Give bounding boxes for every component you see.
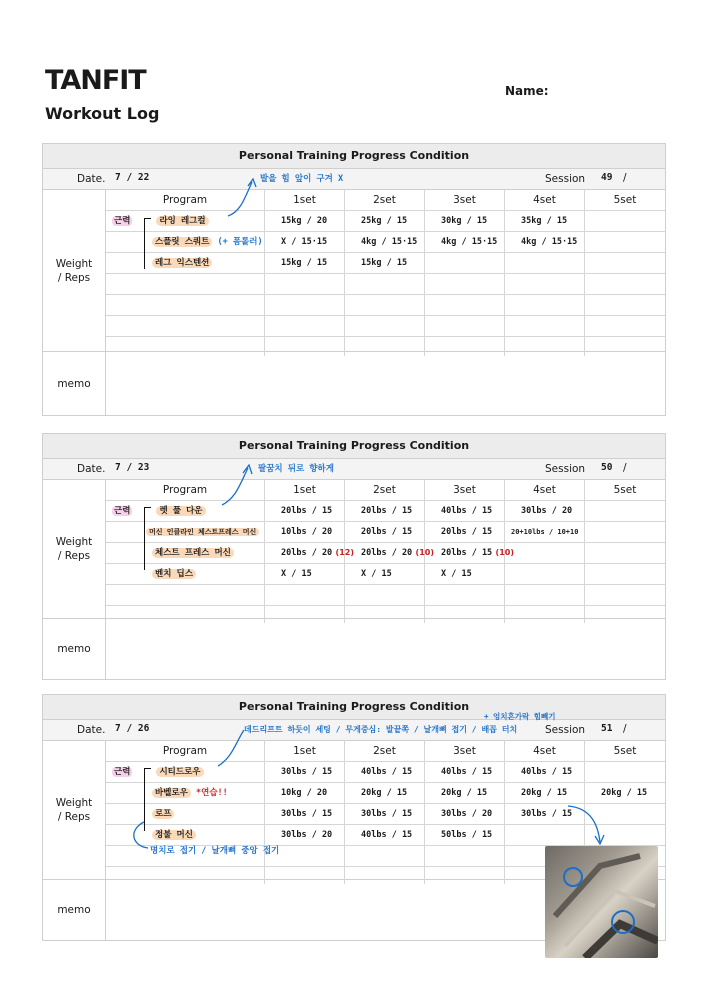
table-row — [106, 564, 665, 585]
rep-mark: (10) — [415, 548, 434, 557]
rep-mark: (12) — [335, 548, 354, 557]
set5-header: 5set — [613, 484, 637, 496]
memo-label: memo — [43, 880, 106, 940]
table-row — [106, 762, 665, 783]
set-value[interactable]: 10kg / 20 — [281, 788, 328, 798]
set-value[interactable]: X / 15 — [361, 569, 392, 579]
date-value[interactable]: 7 / 22 — [115, 172, 150, 183]
page-title: Workout Log — [45, 104, 160, 123]
set-value[interactable]: 30kg / 15 — [441, 216, 488, 226]
set-value[interactable]: X / 15 — [281, 569, 312, 579]
weight-reps-label: Weight / Reps — [43, 741, 106, 879]
set-value[interactable]: 30lbs / 15 — [521, 809, 573, 819]
set-value[interactable]: X / 15 — [441, 569, 472, 579]
set-value[interactable]: 20lbs / 20 — [281, 548, 333, 558]
set-value[interactable]: 10lbs / 20 — [281, 527, 333, 537]
handwritten-note: 데드리프트 하듯이 세팅 / 무게중심: 발끝쪽 / 날개뼈 접기 / 배꼽 터치 — [244, 725, 518, 734]
set-value[interactable]: 20kg / 15 — [521, 788, 568, 798]
program-header: Program — [106, 741, 265, 761]
set-value[interactable]: 30lbs / 20 — [521, 506, 573, 516]
category-label: 근력 — [114, 216, 131, 226]
set3-header: 3set — [425, 190, 505, 210]
rep-mark: (10) — [495, 548, 514, 557]
table-row — [106, 501, 665, 522]
set-value[interactable]: 25kg / 15 — [361, 216, 408, 226]
set-value[interactable]: 40lbs / 15 — [521, 767, 573, 777]
program-bracket — [144, 768, 151, 831]
set4-header: 4set — [505, 741, 585, 761]
set-value[interactable]: 20kg / 15 — [441, 788, 488, 798]
session-slash: / — [623, 462, 627, 474]
set-value[interactable]: 30lbs / 15 — [361, 809, 413, 819]
program-extra: (+ 폼롤러) — [217, 237, 263, 247]
session-value[interactable]: 49 — [601, 172, 613, 183]
set-value[interactable]: 15kg / 15 — [361, 258, 408, 268]
set2-header: 2set — [345, 480, 425, 500]
program-name[interactable]: 벤치 딥스 — [152, 569, 196, 579]
category-label: 근력 — [114, 506, 131, 516]
date-label: Date. — [77, 173, 106, 185]
set4-header: 4set — [505, 480, 585, 500]
session-label: Session — [545, 463, 586, 475]
memo-row — [43, 352, 665, 415]
table-row — [106, 211, 665, 232]
handwritten-note: 발을 힘 앞이 구겨 X — [260, 174, 344, 184]
set-value[interactable]: 50lbs / 15 — [441, 830, 493, 840]
table-row — [106, 232, 665, 253]
set-value[interactable]: 30lbs / 20 — [281, 830, 333, 840]
program-name[interactable]: 렛 풀 다운 — [156, 506, 205, 516]
set-value[interactable]: 4kg / 15·15 — [441, 237, 498, 247]
set2-header: 2set — [345, 190, 425, 210]
memo-label: memo — [43, 352, 106, 415]
program-name[interactable]: 라잉 레그컬 — [156, 216, 208, 226]
set-value[interactable]: 40lbs / 15 — [441, 506, 493, 516]
date-label: Date. — [77, 724, 106, 736]
date-value[interactable]: 7 / 23 — [115, 462, 150, 473]
set-value[interactable]: 20lbs / 15 — [361, 506, 413, 516]
program-name[interactable]: 스플릿 스쿼트 — [152, 237, 212, 247]
program-name[interactable]: 머신 인클라인 체스트프레스 머신 — [146, 528, 259, 536]
set-value[interactable]: 40lbs / 15 — [361, 830, 413, 840]
handwritten-note: 팔꿈치 뒤로 향하게 — [258, 464, 334, 474]
table-row — [106, 783, 665, 804]
set-value[interactable]: 4kg / 15·15 — [521, 237, 578, 247]
weight-reps-label: Weight / Reps — [43, 480, 106, 618]
set-value[interactable]: X / 15·15 — [281, 237, 328, 247]
memo-row — [43, 619, 665, 679]
program-bracket — [144, 218, 151, 269]
set3-header: 3set — [425, 741, 505, 761]
session-value[interactable]: 50 — [601, 462, 613, 473]
set-value[interactable]: 30lbs / 15 — [281, 767, 333, 777]
set-value[interactable]: 20kg / 15 — [361, 788, 408, 798]
set-value[interactable]: 15kg / 20 — [281, 216, 328, 226]
session-slash: / — [623, 172, 627, 184]
set-value[interactable]: 20lbs / 15 — [441, 527, 493, 537]
program-name[interactable]: 체스트 프레스 머신 — [152, 548, 234, 558]
set5-header: 5set — [613, 745, 637, 757]
program-bracket — [144, 507, 151, 570]
program-name[interactable]: 바벨로우 — [152, 788, 191, 798]
set-value[interactable]: 15kg / 15 — [281, 258, 328, 268]
exercise-table — [43, 190, 665, 352]
exercise-table — [43, 480, 665, 619]
table-row — [106, 543, 665, 564]
set-value[interactable]: 30lbs / 20 — [441, 809, 493, 819]
section-title: Personal Training Progress Condition — [43, 434, 665, 459]
program-extra: *연습!! — [195, 788, 228, 798]
table-row — [106, 804, 665, 825]
set2-header: 2set — [345, 741, 425, 761]
set-value[interactable]: 20+10lbs / 10+10 — [511, 528, 579, 536]
set4-header: 4set — [505, 190, 585, 210]
table-row — [106, 253, 665, 274]
section-title: Personal Training Progress Condition — [43, 144, 665, 169]
set-value[interactable]: 20lbs / 15 — [281, 506, 333, 516]
session-label: Session — [545, 173, 586, 185]
set-value[interactable]: 20kg / 15 — [601, 788, 648, 798]
weight-reps-label: Weight / Reps — [43, 190, 106, 351]
set1-header: 1set — [265, 190, 345, 210]
set5-header: 5set — [613, 194, 637, 206]
set-value[interactable]: 20lbs / 15 — [361, 527, 413, 537]
program-name[interactable]: 정불 머신 — [152, 830, 196, 840]
date-row — [43, 169, 665, 190]
brand-logo: TANFIT — [45, 65, 146, 96]
date-label: Date. — [77, 463, 106, 475]
name-label: Name: — [505, 84, 549, 98]
program-name[interactable]: 레그 익스텐션 — [152, 258, 212, 268]
handwritten-note-bottom: 명치로 접기 / 날개뼈 중앙 접기 — [150, 846, 280, 856]
session-label: Session — [545, 724, 586, 736]
section-title: Personal Training Progress Condition — [43, 695, 665, 720]
memo-label: memo — [43, 619, 106, 679]
table-row — [106, 522, 665, 543]
set-value[interactable]: 20lbs / 15 — [441, 548, 493, 558]
table-row — [106, 825, 665, 846]
category-label: 근력 — [114, 767, 131, 777]
program-name[interactable]: 로프 — [152, 809, 174, 819]
date-row — [43, 459, 665, 480]
table-header — [106, 190, 665, 211]
set-value[interactable]: 40lbs / 15 — [361, 767, 413, 777]
set1-header: 1set — [265, 480, 345, 500]
program-header: Program — [106, 190, 265, 210]
set-value[interactable]: 20lbs / 20 — [361, 548, 413, 558]
date-value[interactable]: 7 / 26 — [115, 723, 150, 734]
session-value[interactable]: 51 — [601, 723, 613, 734]
handwritten-note-top: + 엉치흔가락 힘빼기 — [484, 712, 556, 721]
set1-header: 1set — [265, 741, 345, 761]
program-name[interactable]: 시티드로우 — [156, 767, 203, 777]
set-value[interactable]: 30lbs / 15 — [281, 809, 333, 819]
set-value[interactable]: 35kg / 15 — [521, 216, 568, 226]
set-value[interactable]: 40lbs / 15 — [441, 767, 493, 777]
set-value[interactable]: 4kg / 15·15 — [361, 237, 418, 247]
set3-header: 3set — [425, 480, 505, 500]
program-header: Program — [106, 480, 265, 500]
session-slash: / — [623, 723, 627, 735]
log-block-2 — [42, 433, 666, 680]
exercise-photo — [545, 846, 658, 958]
log-block-1 — [42, 143, 666, 416]
